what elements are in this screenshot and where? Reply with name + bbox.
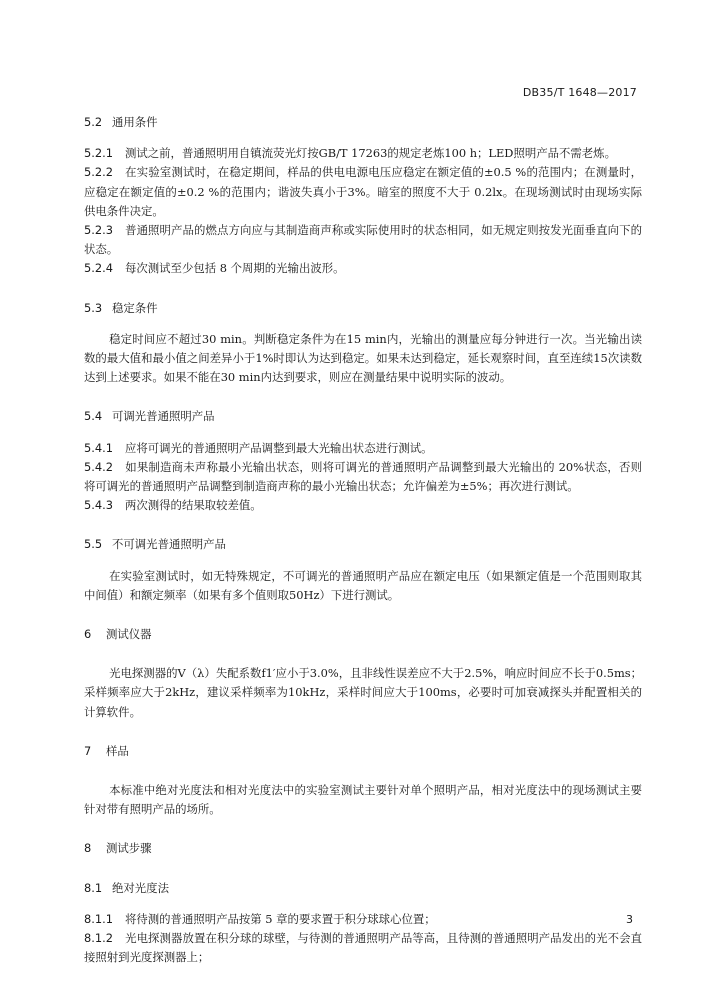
clause-number: 5.2.1 xyxy=(84,146,113,161)
clause-text: 如果制造商未声称最小光输出状态，则将可调光的普通照明产品调整到最大光输出的 20%状态，否则将可调光的普通照明产品调整到制造商声称的最小光输出状态；允许偏差为±5%；再次进行测试。 xyxy=(84,459,642,494)
section-heading-5-3 xyxy=(84,299,642,318)
chapter-title: 测试仪器 xyxy=(106,627,152,642)
chapter-heading-6 xyxy=(84,625,642,644)
clause-number: 5.2.4 xyxy=(84,261,113,276)
paragraph-7: 本标准中绝对光度法和相对光度法中的实验室测试主要针对单个照明产品，相对光度法中的现场测试主要针对带有照明产品的场所。 xyxy=(84,783,642,817)
standard-code: DB35/T 1648—2017 xyxy=(522,86,637,99)
page-number: 3 xyxy=(626,913,633,926)
clause-number: 5.4.1 xyxy=(84,440,113,455)
section-title: 通用条件 xyxy=(112,115,158,129)
clause-text: 将待测的普通照明产品按第 5 章的要求置于积分球球心位置； xyxy=(124,911,436,926)
clause-text: 光电探测器放置在积分球的球壁，与待测的普通照明产品等高，且待测的普通照明产品发出的光不会直接照射到光度探测器上； xyxy=(84,931,642,965)
clause-number: 5.4.3 xyxy=(84,498,113,513)
chapter-heading-8 xyxy=(84,839,642,858)
section-title: 绝对光度法 xyxy=(112,880,169,895)
clause-text: 在实验室测试时，在稳定期间，样品的供电电源电压应稳定在额定值的±0.5 %的范围内；在测量时，应稳定在额定值的±0.2 %的范围内；谐波失真小于3%。暗室的照度不大于 0.2lx。在现场测试时由现场实际供电条件决定。 xyxy=(84,165,642,218)
chapter-heading-7 xyxy=(84,742,642,761)
section-heading-5-5 xyxy=(84,535,642,554)
clause-number: 5.2.2 xyxy=(84,165,113,180)
clause-5-4-2 xyxy=(84,458,642,496)
section-heading-5-4 xyxy=(84,407,642,426)
section-number: 5.2 xyxy=(84,115,103,129)
chapter-number: 7 xyxy=(84,743,92,758)
clause-8-1-1 xyxy=(84,910,642,929)
clause-5-2-3 xyxy=(84,221,642,259)
section-heading-8-1 xyxy=(84,879,642,898)
clause-number: 8.1.1 xyxy=(84,911,113,926)
section-title: 可调光普通照明产品 xyxy=(112,409,215,424)
page-content xyxy=(84,113,642,968)
clause-number: 5.4.2 xyxy=(84,459,113,474)
clause-5-2-4 xyxy=(84,259,642,278)
chapter-number: 8 xyxy=(84,841,92,856)
section-number: 5.5 xyxy=(84,537,103,552)
clause-text: 两次测得的结果取较差值。 xyxy=(124,498,262,513)
clause-text: 普通照明产品的燃点方向应与其制造商声称或实际使用时的状态相同，如无规定则按发光面垂直向下的状态。 xyxy=(84,223,642,257)
clause-number: 5.2.3 xyxy=(84,223,113,238)
section-title: 稳定条件 xyxy=(112,300,158,315)
paragraph-5-3: 稳定时间应不超过30 min。判断稳定条件为在15 min内，光输出的测量应每分钟进行一次。当光输出读数的最大值和最小值之间差异小于1%时即认为达到稳定。如果未达到稳定，延长观察时间，直至连续15次读数达到上述要求。如果不能在30 min内达到要求，则应在测量结果中说明实际的波动。 xyxy=(84,331,642,385)
clause-5-4-1 xyxy=(84,439,642,458)
clause-5-2-2 xyxy=(84,163,642,221)
clause-5-2-1 xyxy=(84,144,642,163)
section-number: 5.4 xyxy=(84,409,103,424)
paragraph-6: 光电探测器的V（λ）失配系数f1′应小于3.0%，且非线性误差应不大于2.5%，响应时间应不长于0.5ms；采样频率应大于2kHz，建议采样频率为10kHz，采样时间应大于100ms，必要时可加衰减探头并配置相关的计算软件。 xyxy=(84,666,642,719)
section-title: 不可调光普通照明产品 xyxy=(112,537,226,552)
clause-text: 应将可调光的普通照明产品调整到最大光输出状态进行测试。 xyxy=(124,440,433,455)
paragraph-5-5: 在实验室测试时，如无特殊规定，不可调光的普通照明产品应在额定电压（如果额定值是一个范围则取其中间值）和额定频率（如果有多个值则取50Hz）下进行测试。 xyxy=(84,568,642,602)
chapter-title: 测试步骤 xyxy=(106,841,152,856)
clause-text: 每次测试至少包括 8 个周期的光输出波形。 xyxy=(124,261,345,276)
chapter-number: 6 xyxy=(84,627,92,642)
clause-5-4-3 xyxy=(84,496,642,515)
clause-number: 8.1.2 xyxy=(84,931,113,946)
section-number: 8.1 xyxy=(84,880,103,895)
clause-8-1-2 xyxy=(84,929,642,967)
section-heading-5-2 xyxy=(84,113,642,132)
section-number: 5.3 xyxy=(84,300,103,315)
clause-text: 测试之前，普通照明用自镇流荧光灯按GB/T 17263的规定老炼100 h；LED照明产品不需老炼。 xyxy=(124,146,616,161)
chapter-title: 样品 xyxy=(106,743,129,758)
